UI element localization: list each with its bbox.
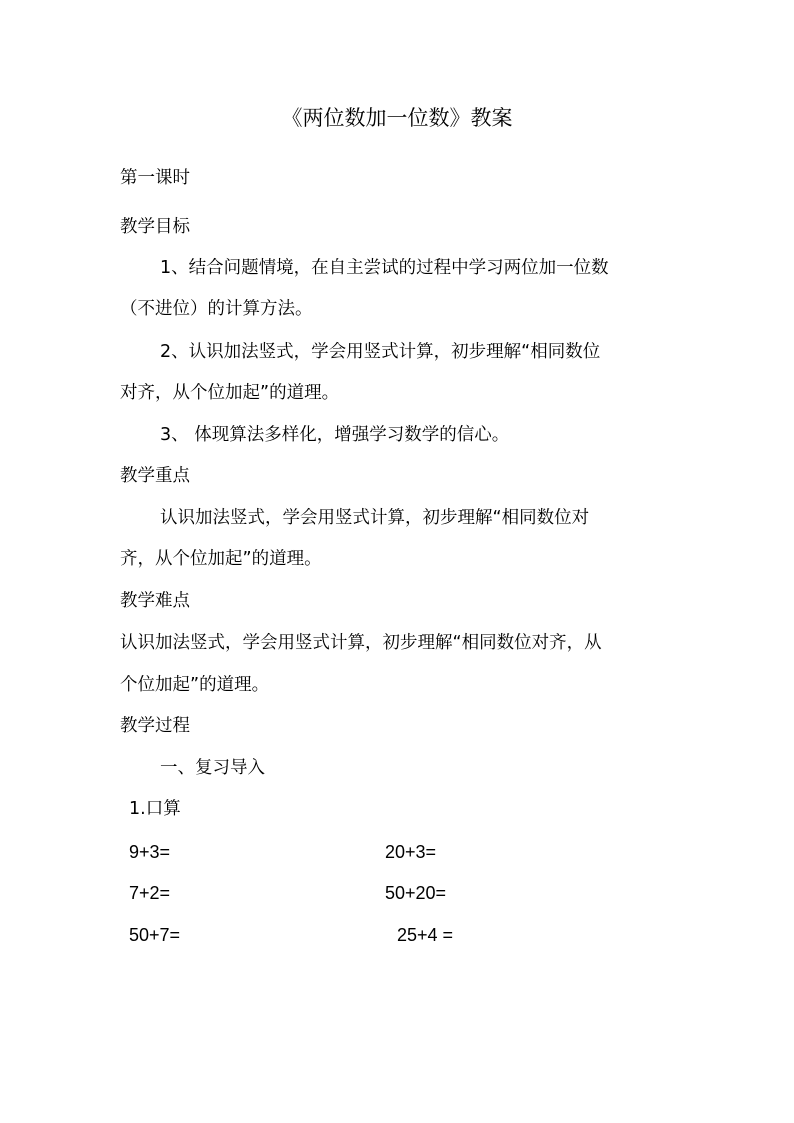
difficulties-heading: 教学难点 [120, 591, 190, 611]
objective-2-line-2: 对齐，从个位加起”的道理。 [120, 383, 340, 403]
process-heading: 教学过程 [120, 716, 190, 736]
objectives-heading: 教学目标 [120, 217, 190, 237]
exercise-3-left: 50+7= [129, 925, 181, 945]
objective-1-line-1: 1、结合问题情境，在自主尝试的过程中学习两位加一位数 [160, 258, 609, 278]
difficulties-line-2: 个位加起”的道理。 [120, 675, 270, 695]
exercise-1-right: 20+3= [385, 842, 437, 862]
difficulties-line-1: 认识加法竖式，学会用竖式计算，初步理解“相同数位对齐，从 [120, 633, 602, 653]
key-points-line-1: 认识加法竖式，学会用竖式计算，初步理解“相同数位对 [160, 508, 590, 528]
key-points-heading: 教学重点 [120, 466, 190, 486]
exercise-1-left: 9+3= [129, 842, 171, 862]
process-subsection-1: 1.口算 [129, 799, 181, 819]
objective-2-line-1: 2、认识加法竖式，学会用竖式计算，初步理解“相同数位 [160, 342, 601, 362]
document-title: 《两位数加一位数》教案 [281, 106, 513, 130]
key-points-line-2: 齐，从个位加起”的道理。 [120, 549, 322, 569]
objective-1-line-2: （不进位）的计算方法。 [120, 299, 313, 319]
exercise-2-left: 7+2= [129, 883, 171, 903]
lesson-label: 第一课时 [120, 168, 190, 188]
exercise-2-right: 50+20= [385, 883, 447, 903]
objective-3: 3、 体现算法多样化，增强学习数学的信心。 [160, 425, 510, 445]
process-section-1: 一、复习导入 [160, 758, 265, 778]
exercise-3-right: 25+4 = [397, 925, 454, 945]
